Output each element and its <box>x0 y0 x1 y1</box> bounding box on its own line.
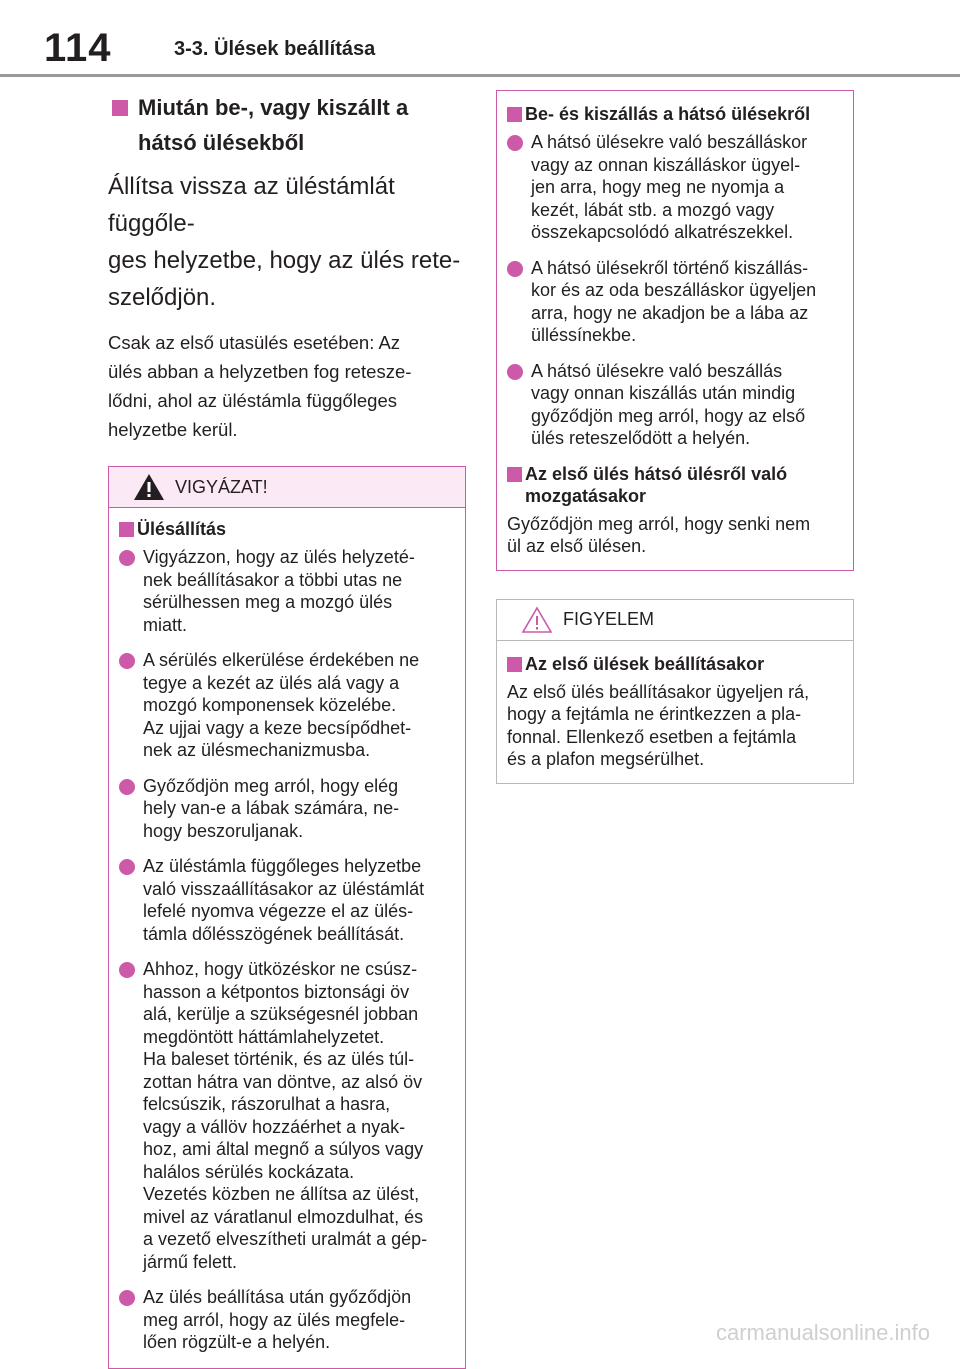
notice-body <box>497 641 853 783</box>
info-bullet-text: A hátsó ülésekről történő kiszállás- kor és az oda beszálláskor ügyeljen arra, hogy ne akadjon be a lába az ülléssínekbe. <box>531 257 817 345</box>
main-paragraph: Állítsa vissza az üléstámlát függőle- ges helyzetbe, hogy az ülés rete- szelődjön. <box>108 173 461 311</box>
caution-bullet-text: Az ülés beállítása után győződjön meg arról, hogy az ülés megfele- lően rögzült-e a helyén. <box>143 1287 412 1352</box>
info-bullet <box>507 257 843 347</box>
notice-box <box>496 599 854 784</box>
info-box <box>496 90 854 571</box>
caution-bullet-text: Vigyázzon, hogy az ülés helyzeté- nek beállításakor a többi utas ne sérülhessen meg a mozgó ülés miatt. <box>143 547 415 635</box>
notice-subheading-text: Az első ülések beállításakor <box>525 653 765 674</box>
caution-subheading <box>119 518 455 540</box>
info-subheading-text: Az első ülés hátsó ülésről való mozgatásakor <box>525 463 788 506</box>
caution-subheading-text: Ülésállítás <box>137 519 227 539</box>
info-bullet-text: A hátsó ülésekre való beszálláskor vagy az onnan kiszálláskor ügyel- jen arra, hogy meg ne nyomja a kezét, lábát stb. a mozgó vagy összekapcsolódó alkatrészekkel. <box>531 132 808 242</box>
header-divider <box>0 74 960 77</box>
round-bullet-icon <box>507 364 523 380</box>
main-heading <box>108 90 466 160</box>
caution-header <box>109 467 465 508</box>
round-bullet-icon <box>119 550 135 566</box>
info-heading-text: Be- és kiszállás a hátsó ülésekről <box>525 104 811 124</box>
warning-triangle-icon <box>133 473 165 501</box>
square-bullet-icon <box>119 522 134 537</box>
right-column <box>496 90 854 784</box>
caution-bullet-text: Győződjön meg arról, hogy elég hely van-e a lábak számára, ne- hogy beszoruljanak. <box>143 775 400 841</box>
square-bullet-icon <box>507 657 522 672</box>
square-bullet-icon <box>112 100 128 116</box>
caution-body <box>109 508 465 1368</box>
round-bullet-icon <box>119 653 135 669</box>
info-body <box>497 91 853 570</box>
page-number: 114 <box>44 26 112 70</box>
round-bullet-icon <box>507 261 523 277</box>
caution-bullet-text: Ahhoz, hogy ütközéskor ne csúsz- hasson a kétpontos biztonsági öv alá, kerülje a szükségesnél jobban megdöntött háttámlahelyzetet. Ha baleset történik, és az ülés túl- zottan hátra van döntve, az alsó öv felcsúszik, rászorulhat a hasra, vagy a vállöv hozzáérhet a nyak- hoz, ami által megnő a súlyos vagy halálos sérülés kockázata. Vezetés közben ne állítsa az ülést, mivel az váratlanul elmozdulhat, és a vezető elveszítheti uralmát a gép- jármű felett. <box>143 959 428 1272</box>
caution-title: VIGYÁZAT! <box>175 476 268 497</box>
watermark: carmanualsonline.info <box>715 1320 930 1345</box>
info-subheading <box>507 463 843 507</box>
round-bullet-icon <box>507 135 523 151</box>
note-paragraph: Csak az első utasülés esetében: Az ülés abban a helyzetben fog retesze- lődni, ahol az üléstámla függőleges helyzetbe kerül. <box>108 332 412 440</box>
left-column <box>108 90 466 1369</box>
round-bullet-icon <box>119 859 135 875</box>
info-bullet-text: A hátsó ülésekre való beszállás vagy onnan kiszállás után mindig győződjön meg arról, hogy az első ülés reteszelődött a helyén. <box>531 360 806 448</box>
square-bullet-icon <box>507 107 522 122</box>
notice-subheading <box>507 653 843 675</box>
notice-text: Az első ülés beállításakor ügyeljen rá, hogy a fejtámla ne érintkezzen a pla- fonnal. Ellenkező esetben a fejtámla és a plafon megsérülhet. <box>507 681 810 769</box>
notice-triangle-icon <box>521 606 553 634</box>
square-bullet-icon <box>507 467 522 482</box>
caution-bullet-text: A sérülés elkerülése érdekében ne tegye a kezét az ülés alá vagy a mozgó komponensek közelébe. Az ujjai vagy a keze becsípődhet- nek az ülésmechanizmusba. <box>143 650 420 760</box>
round-bullet-icon <box>119 962 135 978</box>
round-bullet-icon <box>119 1290 135 1306</box>
caution-bullet <box>119 546 455 636</box>
notice-title: FIGYELEM <box>563 609 655 629</box>
section-title: 3-3. Ülések beállítása <box>174 38 376 60</box>
info-bullet <box>507 360 843 450</box>
notice-header <box>497 600 853 641</box>
caution-bullet-text: Az üléstámla függőleges helyzetbe való visszaállításakor az üléstámlát lefelé nyomva végezze el az ülés- támla dőlésszögének beállítását. <box>143 856 425 944</box>
page-header <box>0 0 960 78</box>
info-text: Győződjön meg arról, hogy senki nem ül az első ülésen. <box>507 513 811 556</box>
caution-bullet <box>119 958 455 1273</box>
caution-bullet <box>119 649 455 762</box>
info-heading <box>507 103 843 125</box>
main-heading-text: Miután be-, vagy kiszállt a hátsó ülésekből <box>138 95 409 155</box>
caution-bullet <box>119 775 455 843</box>
round-bullet-icon <box>119 779 135 795</box>
caution-bullet <box>119 855 455 945</box>
info-bullet <box>507 131 843 244</box>
caution-bullet <box>119 1286 455 1354</box>
caution-box <box>108 466 466 1369</box>
